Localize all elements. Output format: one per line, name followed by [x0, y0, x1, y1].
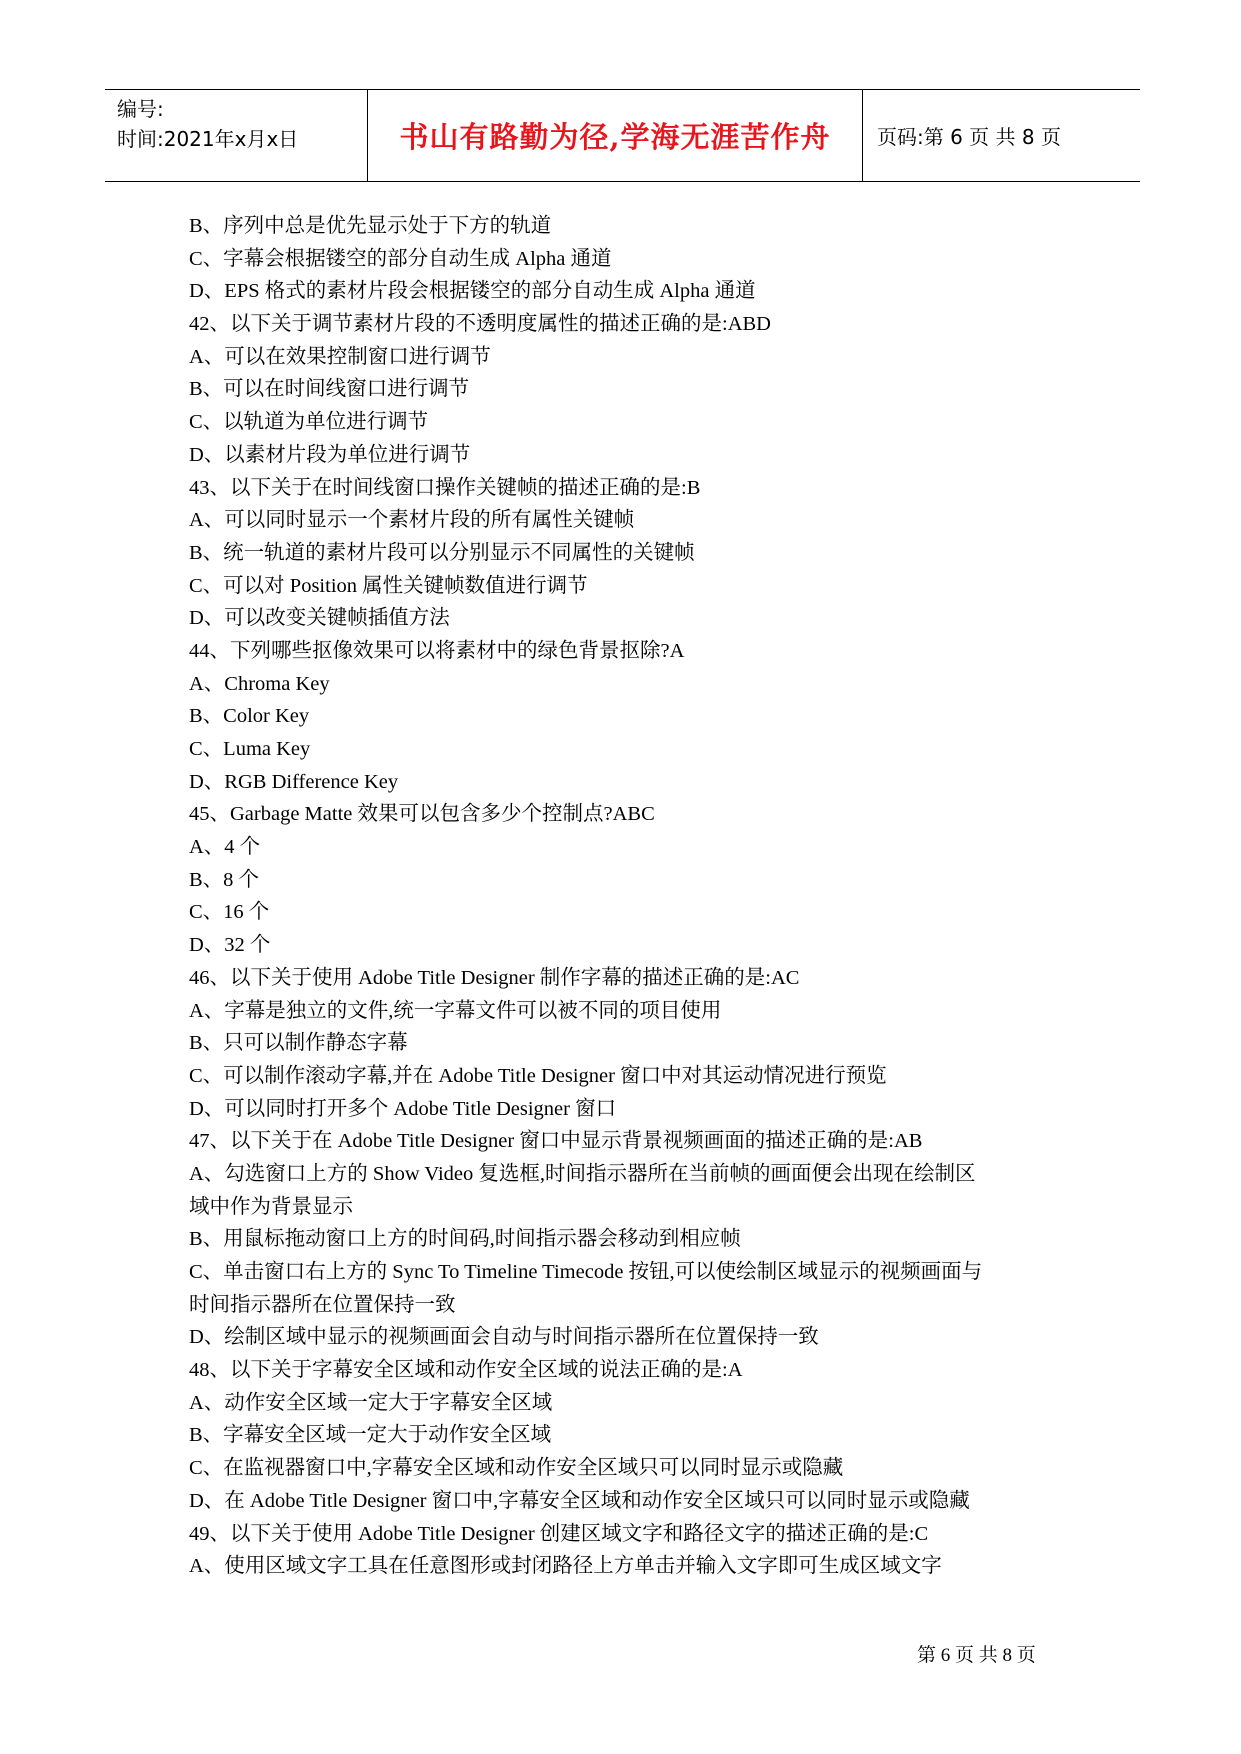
- text-line: B、可以在时间线窗口进行调节: [189, 378, 470, 401]
- text-line: C、可以对 Position 属性关键帧数值进行调节: [189, 574, 588, 597]
- text-line: C、在监视器窗口中,字幕安全区域和动作安全区域只可以同时显示或隐藏: [189, 1457, 844, 1480]
- text-line: C、字幕会根据镂空的部分自动生成 Alpha 通道: [189, 247, 612, 270]
- text-line: D、可以同时打开多个 Adobe Title Designer 窗口: [189, 1097, 617, 1120]
- header-motto: 书山有路勤为径,学海无涯苦作舟: [399, 120, 831, 154]
- text-line: 时间指示器所在位置保持一致: [189, 1293, 456, 1316]
- text-line: B、字幕安全区域一定大于动作安全区域: [189, 1424, 552, 1447]
- text-line: D、RGB Difference Key: [189, 770, 399, 793]
- text-line: C、可以制作滚动字幕,并在 Adobe Title Designer 窗口中对其运动情况进行预览: [189, 1064, 887, 1087]
- document-time-label: 时间:2021年x月x日: [117, 127, 299, 151]
- text-line: B、用鼠标拖动窗口上方的时间码,时间指示器会移动到相应帧: [189, 1228, 741, 1251]
- header-meta: [105, 90, 368, 181]
- text-line: B、序列中总是优先显示处于下方的轨道: [189, 215, 552, 237]
- header-motto-cell: [368, 90, 863, 181]
- text-line: C、单击窗口右上方的 Sync To Timeline Timecode 按钮,可以使绘制区域显示的视频画面与: [189, 1261, 983, 1283]
- text-line: A、可以在效果控制窗口进行调节: [189, 345, 491, 368]
- text-line: D、以素材片段为单位进行调节: [189, 443, 471, 466]
- question-line: 44、下列哪些抠像效果可以将素材中的绿色背景抠除?A: [189, 639, 685, 662]
- text-line: A、字幕是独立的文件,统一字幕文件可以被不同的项目使用: [189, 999, 722, 1022]
- text-line: D、32 个: [189, 934, 271, 957]
- text-line: B、统一轨道的素材片段可以分别显示不同属性的关键帧: [189, 541, 695, 564]
- text-line: D、绘制区域中显示的视频画面会自动与时间指示器所在位置保持一致: [189, 1326, 819, 1349]
- header-page-cell: [863, 90, 1140, 181]
- text-line: B、8 个: [189, 868, 260, 891]
- question-line: 47、以下关于在 Adobe Title Designer 窗口中显示背景视频画面的描述正确的是:AB: [189, 1130, 923, 1153]
- text-line: D、EPS 格式的素材片段会根据镂空的部分自动生成 Alpha 通道: [189, 280, 756, 303]
- document-body: [189, 210, 1069, 1583]
- page-header: [105, 89, 1140, 182]
- text-line: 域中作为背景显示: [189, 1195, 353, 1218]
- text-line: B、只可以制作静态字幕: [189, 1032, 408, 1055]
- question-line: 42、以下关于调节素材片段的不透明度属性的描述正确的是:ABD: [189, 313, 771, 336]
- text-line: A、4 个: [189, 836, 261, 859]
- text-line: A、Chroma Key: [189, 672, 330, 695]
- question-line: 43、以下关于在时间线窗口操作关键帧的描述正确的是:B: [189, 476, 701, 499]
- text-line: A、可以同时显示一个素材片段的所有属性关键帧: [189, 509, 635, 532]
- text-line: A、勾选窗口上方的 Show Video 复选框,时间指示器所在当前帧的画面便会出现在绘制区: [189, 1162, 976, 1185]
- question-line: 49、以下关于使用 Adobe Title Designer 创建区域文字和路径文字的描述正确的是:C: [189, 1522, 929, 1545]
- question-line: 45、Garbage Matte 效果可以包含多少个控制点?ABC: [189, 803, 655, 826]
- text-line: C、以轨道为单位进行调节: [189, 411, 429, 434]
- header-page-number: 页码:第 6 页 共 8 页: [877, 125, 1061, 149]
- text-line: A、使用区域文字工具在任意图形或封闭路径上方单击并输入文字即可生成区域文字: [189, 1555, 942, 1578]
- text-line: D、可以改变关键帧插值方法: [189, 607, 450, 630]
- question-line: 48、以下关于字幕安全区域和动作安全区域的说法正确的是:A: [189, 1359, 743, 1382]
- text-line: B、Color Key: [189, 705, 310, 728]
- question-line: 46、以下关于使用 Adobe Title Designer 制作字幕的描述正确的是:AC: [189, 966, 800, 989]
- text-line: D、在 Adobe Title Designer 窗口中,字幕安全区域和动作安全区域只可以同时显示或隐藏: [189, 1489, 970, 1512]
- text-line: A、动作安全区域一定大于字幕安全区域: [189, 1391, 553, 1414]
- text-line: C、Luma Key: [189, 738, 311, 760]
- document-number-label: 编号:: [117, 97, 164, 121]
- text-line: C、16 个: [189, 901, 270, 924]
- page-footer: 第 6 页 共 8 页: [917, 1645, 1036, 1666]
